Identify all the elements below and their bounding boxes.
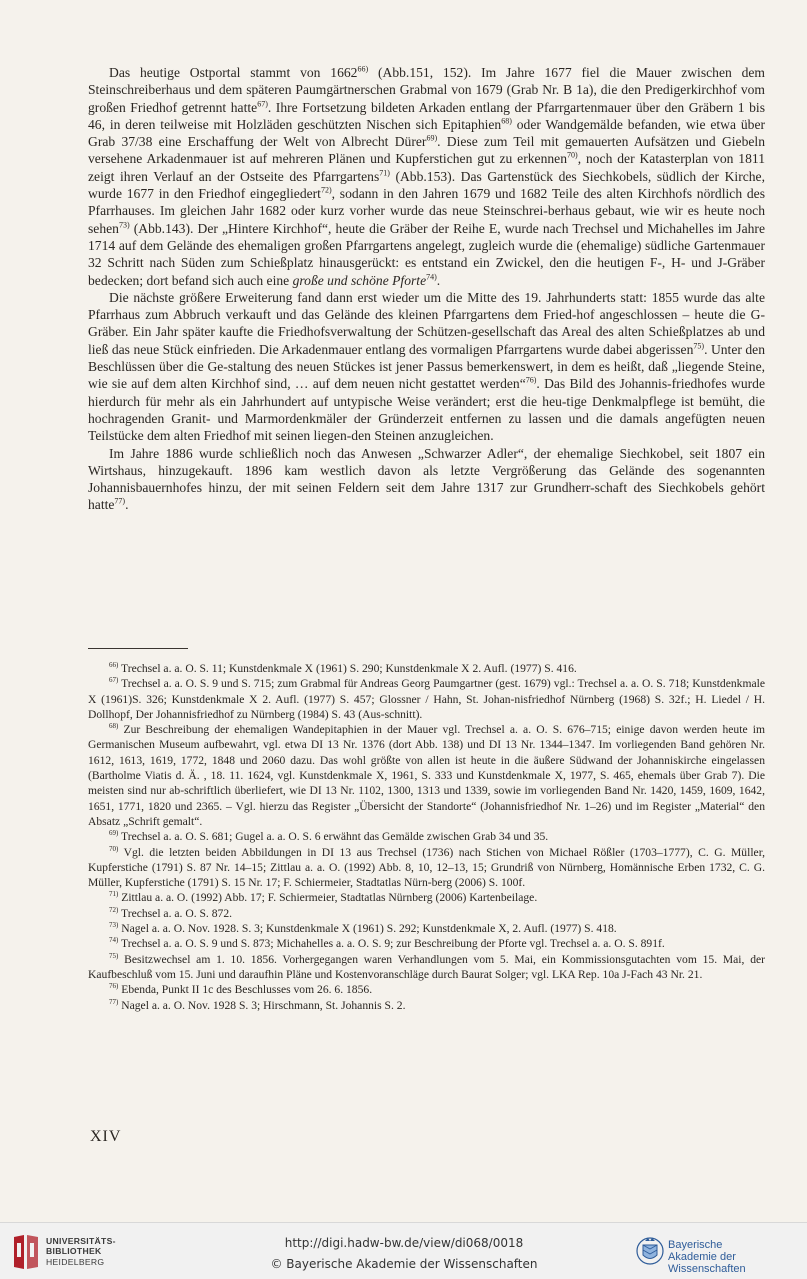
footnote-ref[interactable]: 77) (114, 496, 126, 506)
copyright-text: © Bayerische Akademie der Wissenschaften (270, 1257, 538, 1271)
footnote-text: Trechsel a. a. O. S. 681; Gugel a. a. O. S. 6 erwähnt das Gemälde zwischen Grab 34 und 35. (118, 830, 549, 844)
logo-line-1: UNIVERSITÄTS- (46, 1236, 116, 1246)
footnote-text: Trechsel a. a. O. S. 872. (118, 906, 233, 920)
footnote-ref[interactable]: 73) (118, 220, 130, 230)
text-run: . (436, 272, 441, 288)
university-seal-icon (10, 1233, 42, 1271)
footnote (88, 952, 765, 983)
footnote (88, 661, 765, 676)
footnote (88, 982, 765, 997)
text-run: (Abb.151, 152). Im Jahre 1677 fiel die Mauer zwischen dem Steinschreiberhaus und dem späteren Paumgärtnerschen Grabmal von 1679 (Grab Nr. B 1a), die den Predigerkirchhof vom großen Friedhof getrennt hatte (88, 65, 766, 115)
footnote-number: 67) (109, 676, 119, 685)
text-run: . Das Bild des Johannis-friedhofes wurde hierdurch für mehr als ein Jahrhundert auf untypische Weise verändert; erst die heu-tige Denkmalpflege ist bemüht, die hochragenden Granit- und Marmordenkmäler der Gründerzeit entfernen zu lassen und die damals angefügten neuen Teilstücke dem alten Friedhof mit seinen liegen-den Steinen anzugleichen. (88, 376, 765, 444)
footnote-text: Trechsel a. a. O. S. 11; Kunstdenkmale X (1961) S. 290; Kunstdenkmale X 2. Aufl. (1977) S. 416. (118, 662, 577, 675)
footnote-text: Trechsel a. a. O. S. 9 und S. 715; zum Grabmal für Andreas Georg Paumgartner (gest. 1679) vgl.: Trechsel a. a. O. S. 718; Kunstdenkmale X (1961)S. 326; Kunstdenkmale X 2. Aufl. (1977) S. 457; Glossner / Hahn, St. Johan-nisfriedhof Nürnberg (1968) S. 32f.; H. Liedel / H. Dollhopf, Der Johannisfriedhof zu Nürnberg (1984) S. 43 (Aus-schnitt). (88, 677, 765, 721)
text-run: , sodann in den Jahren 1679 und 1682 Teile des alten Kirchhofs nördlich des Pfarrhauses. Im gleichen Jahr 1682 oder kurz vorher wurde das neue Steinschrei-berhaus gebaut, wie wir es heute noch sehen (88, 186, 765, 236)
footnote (88, 936, 765, 951)
footnote-number: 72) (109, 905, 119, 914)
footnote-number: 71) (109, 890, 119, 899)
footnote (88, 676, 765, 722)
text-run: Im Jahre 1886 wurde schließlich noch das Anwesen „Schwarzer Adler“, der ehemalige Siechkobel, seit 1807 ein Wirtshaus, hinzugekauft. 1896 kam westlich davon als letzte Vergrößerung das Gelände des sogenannten Johannisbauernhofes hinzu, der mit seinen Feldern seit dem Jahre 1317 zur Grundherr-schaft des Siechkobels gehört hatte (88, 445, 765, 513)
footnote-text: Zittlau a. a. O. (1992) Abb. 17; F. Schiermeier, Stadtatlas Nürnberg (2006) Kartenbeilage. (118, 891, 538, 905)
text-run: . Unter den Beschlüssen über die Ge-staltung des neuen Stückes ist jener Passus bemerkenswert, in dem es heißt, daß „liegende Steine, wie sie auf dem alten Kirchhof sind, … auf dem neuen nicht gestattet werden“ (88, 341, 765, 392)
footnote-text: Vgl. die letzten beiden Abbildungen in DI 13 aus Trechsel (1736) nach Stichen von Michael Rößler (1703–1777), C. G. Müller, Kupferstiche (1791) S. 87 Nr. 14–15; Zittlau a. a. O. (1992) Abb. 8, 10, 12–13, 15; Grundriß von Nürnberg, Homännische Erben 1732, C. G. Müller, Kupferstiche (1791) S. 15 Nr. 17; F. Schiermeier, Stadtatlas Nürn-berg (2006) S. 100f. (88, 845, 765, 890)
academy-name (668, 1239, 801, 1275)
academy-line-2: Akademie der Wissenschaften (668, 1251, 746, 1275)
footnote-number: 77) (109, 997, 119, 1006)
body-paragraph (88, 445, 765, 514)
text-run: (Abb.143). Der „Hintere Kirchhof“, heute die Gräber der Reihe E, wurde nach Trechsel und Michahelles im Jahre 1714 auf dem Gelände des ehemaligen großen Pfarrgartens angelegt, zugleich wurde die (ehemalige) südliche Gartenmauer 32 Schritt nach Süden zum Schießplatz hinausgerückt: es entstand ein Zwickel, den die heutigen F-, H- und J-Gräber bedecken; dort befand sich auch eine (88, 220, 765, 288)
footnote-number: 73) (109, 921, 119, 930)
footnote-ref[interactable]: 67) (257, 99, 268, 109)
footnote-ref[interactable]: 70) (567, 150, 578, 160)
academy-crest-icon (636, 1233, 664, 1269)
footer-center (230, 1233, 578, 1275)
text-run: , noch der Katasterplan von 1811 zeigt ihren Verlauf an der Ostseite des Pfarrgartens (88, 151, 765, 184)
footnote-ref[interactable]: 71) (379, 168, 390, 178)
footnote (88, 829, 765, 844)
university-library-logo[interactable] (10, 1233, 140, 1271)
footnote-ref[interactable]: 69) (426, 133, 438, 143)
footnote (88, 921, 765, 936)
footnote-ref[interactable]: 68) (501, 116, 512, 126)
text-run: . Ihre Fortsetzung bildeten Arkaden entlang der Pfarrgartenmauer über den Gräbern 1 bis 46, in deren teilweise mit Holzläden geschützten Nischen sich Epitaphien (88, 99, 765, 132)
footnote (88, 906, 765, 921)
footnote-ref[interactable]: 76) (525, 375, 537, 385)
footnote-number: 70) (109, 844, 119, 853)
logo-line-3: HEIDELBERG (46, 1256, 105, 1267)
italic-quote: große und schöne Pforte (292, 272, 427, 288)
text-run: (Abb.153). Das Gartenstück des Siechkobels, südlich der Kirche, wurde 1677 in den Friedhof eingegliedert (88, 168, 765, 202)
footnote-text: Nagel a. a. O. Nov. 1928 S. 3; Hirschmann, St. Johannis S. 2. (118, 998, 406, 1012)
footnote-number: 75) (109, 951, 119, 960)
footnote-ref[interactable]: 75) (693, 341, 705, 351)
permalink-link[interactable]: http://digi.hadw-bw.de/view/di068/0018 (284, 1236, 524, 1250)
page-number: XIV (90, 1128, 122, 1145)
logo-line-2: BIBLIOTHEK (46, 1246, 102, 1257)
text-run: Die nächste größere Erweiterung fand dann erst wieder um die Mitte des 19. Jahrhunderts statt: 1855 wurde das alte Pfarrhaus zum Abbruch verkauft und das Gelände des kleinen Pfarrgartens dem Fried-hof angeschlossen – heute die G-Gräber. Ein Jahr später kaufte die Friedhofsverwaltung der Schützen-gesellschaft das Areal des alten Schießplatzes ab und ließ das neue Stück einfrieden. Die Arkadenmauer entlang des vormaligen Pfarrgartens wurde dabei abgerissen (88, 289, 765, 357)
footnote-ref[interactable]: 74) (426, 272, 437, 282)
text-run: Das heutige Ostportal stammt von 1662 (109, 65, 358, 80)
footnote-number: 68) (109, 722, 119, 731)
body-paragraph (88, 289, 765, 445)
main-text (88, 64, 765, 514)
footnote (88, 890, 765, 905)
footnote-separator (88, 648, 188, 649)
body-paragraph (88, 64, 765, 289)
footnote (88, 722, 765, 829)
footnote-number: 76) (109, 982, 119, 991)
university-library-name (46, 1236, 116, 1267)
footnote-text: Nagel a. a. O. Nov. 1928. S. 3; Kunstdenkmale X (1961) S. 292; Kunstdenkmale X, 2. Aufl. (1977) S. 418. (118, 922, 617, 936)
text-run: oder Wandgemälde befanden, wie etwa über Grab 37/38 eine Erschaffung der Welt von Albrecht Dürer (88, 116, 765, 150)
footnote (88, 845, 765, 891)
footnote-text: Besitzwechsel am 1. 10. 1856. Vorhergegangen waren Verhandlungen vom 5. Mai, ein Kommissionsgutachten vom 15. Mai, der Kaufbeschluß vom 15. Juni und daraufhin Pläne und Kostenvoranschläge durch Baurat Solger; vgl. LKA Rep. 10a J-Fach 43 Nr. 21. (88, 952, 765, 981)
footnote-ref[interactable]: 66) (357, 64, 369, 74)
footnote-text: Trechsel a. a. O. S. 9 und S. 873; Michahelles a. a. O. S. 9; zur Beschreibung der Pforte vgl. Trechsel a. a. O. S. 891f. (118, 937, 665, 951)
footnote-number: 69) (109, 829, 119, 838)
academy-line-1: Bayerische (668, 1239, 723, 1251)
footnote-text: Zur Beschreibung der ehemaligen Wandepitaphien in der Mauer vgl. Trechsel a. a. O. S. 676–715; einige davon werden heute im Germanischen Museum aufbewahrt, vgl. etwa DI 13 Nr. 1376 (dort Abb. 138) und DI 13 Nr. 1344–1347. Im vorliegenden Band gehören Nr. 1612, 1613, 1619, 1772, 1848 und 2060 dazu. Das wohl größte von allen ist heute in die äußere Südwand der Johanniskirche eingelassen (Bartholme Viatis d. Ä. , 18. 11. 1624, vgl. Kunstdenkmale X, 1961, S. 333 und Kunstdenkmale X, 1977, S. 465, ehemals über Grab 7). Die meisten sind nur ab-schriftlich überliefert, wie DI 13 Nr. 1102, 1300, 1313 und 1339, sowie im vorliegenden Band Nr. 1420, 1459, 1609, 1642, 1651, 1771, 1820 und 2365. – Vgl. hierzu das Register „Übersicht der Standorte“ (Johannisfriedhof Nr. 1–26) und im Register „Material“ den Absatz „Schrift gemalt“. (88, 723, 765, 828)
footnote-number: 74) (109, 936, 119, 945)
footnote-text: Ebenda, Punkt II 1c des Beschlusses vom 26. 6. 1856. (118, 983, 373, 997)
footnote-number: 66) (109, 661, 119, 670)
text-run: . Diese zum Teil mit gemauerten Aufsätzen und Giebeln versehene Arkadenmauer ist auf mehreren Plänen und Kupferstichen gut zu erkennen (88, 134, 765, 167)
academy-logo[interactable] (636, 1231, 801, 1273)
footnotes (88, 661, 765, 1013)
footnote (88, 998, 765, 1013)
text-run: . (125, 497, 129, 513)
footnote-ref[interactable]: 72) (320, 185, 332, 195)
viewer-footer (0, 1222, 807, 1279)
